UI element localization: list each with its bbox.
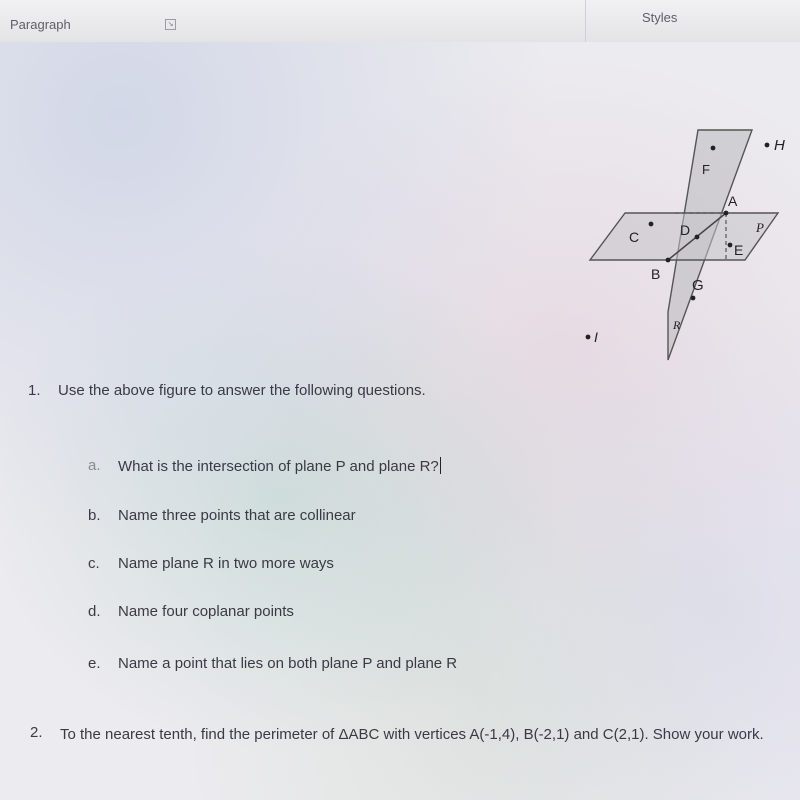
question-2-number: 2. xyxy=(30,724,43,741)
question-1e-letter: e. xyxy=(88,655,101,672)
question-2-text: To the nearest tenth, find the perimeter of ΔABC with vertices A(-1,4), B(-2,1) and C(2,1). Show your work. xyxy=(60,726,764,743)
question-1a-text: What is the intersection of plane P and plane R? xyxy=(118,458,439,475)
label-c: C xyxy=(629,229,640,245)
point-f xyxy=(711,146,716,151)
question-1b-text: Name three points that are collinear xyxy=(118,507,356,524)
label-h: H xyxy=(774,137,785,154)
point-d xyxy=(695,235,700,240)
point-h xyxy=(765,143,770,148)
question-1a-letter: a. xyxy=(88,457,101,474)
question-1d-text: Name four coplanar points xyxy=(118,603,294,620)
ribbon-toolbar xyxy=(0,0,800,43)
question-1b-letter: b. xyxy=(88,507,101,524)
point-a xyxy=(724,211,729,216)
point-c xyxy=(649,222,654,227)
document-page[interactable] xyxy=(0,42,800,800)
text-cursor xyxy=(440,457,441,474)
label-f: F xyxy=(702,162,710,177)
label-d: D xyxy=(680,222,691,238)
label-r: R xyxy=(673,318,681,332)
question-1-number: 1. xyxy=(28,382,41,399)
point-i xyxy=(586,335,591,340)
label-b: B xyxy=(651,266,661,282)
point-b xyxy=(666,258,671,263)
point-e xyxy=(728,243,733,248)
question-1-text: Use the above figure to answer the following questions. xyxy=(58,382,426,399)
label-g: G xyxy=(692,277,704,294)
label-i: I xyxy=(594,329,598,345)
paragraph-dialog-launcher-icon[interactable]: ↘ xyxy=(165,19,176,30)
paragraph-group-label: Paragraph xyxy=(10,17,71,32)
point-g xyxy=(691,296,696,301)
question-1d-letter: d. xyxy=(88,603,101,620)
label-e: E xyxy=(734,242,744,258)
question-1e-text: Name a point that lies on both plane P and plane R xyxy=(118,655,458,672)
question-1c-text: Name plane R in two more ways xyxy=(118,555,334,572)
planes-figure xyxy=(580,92,800,372)
question-1c-letter: c. xyxy=(88,555,100,572)
styles-group-label: Styles xyxy=(642,10,678,25)
label-p: P xyxy=(756,220,764,235)
ribbon-separator xyxy=(585,0,586,42)
label-a: A xyxy=(728,193,738,209)
